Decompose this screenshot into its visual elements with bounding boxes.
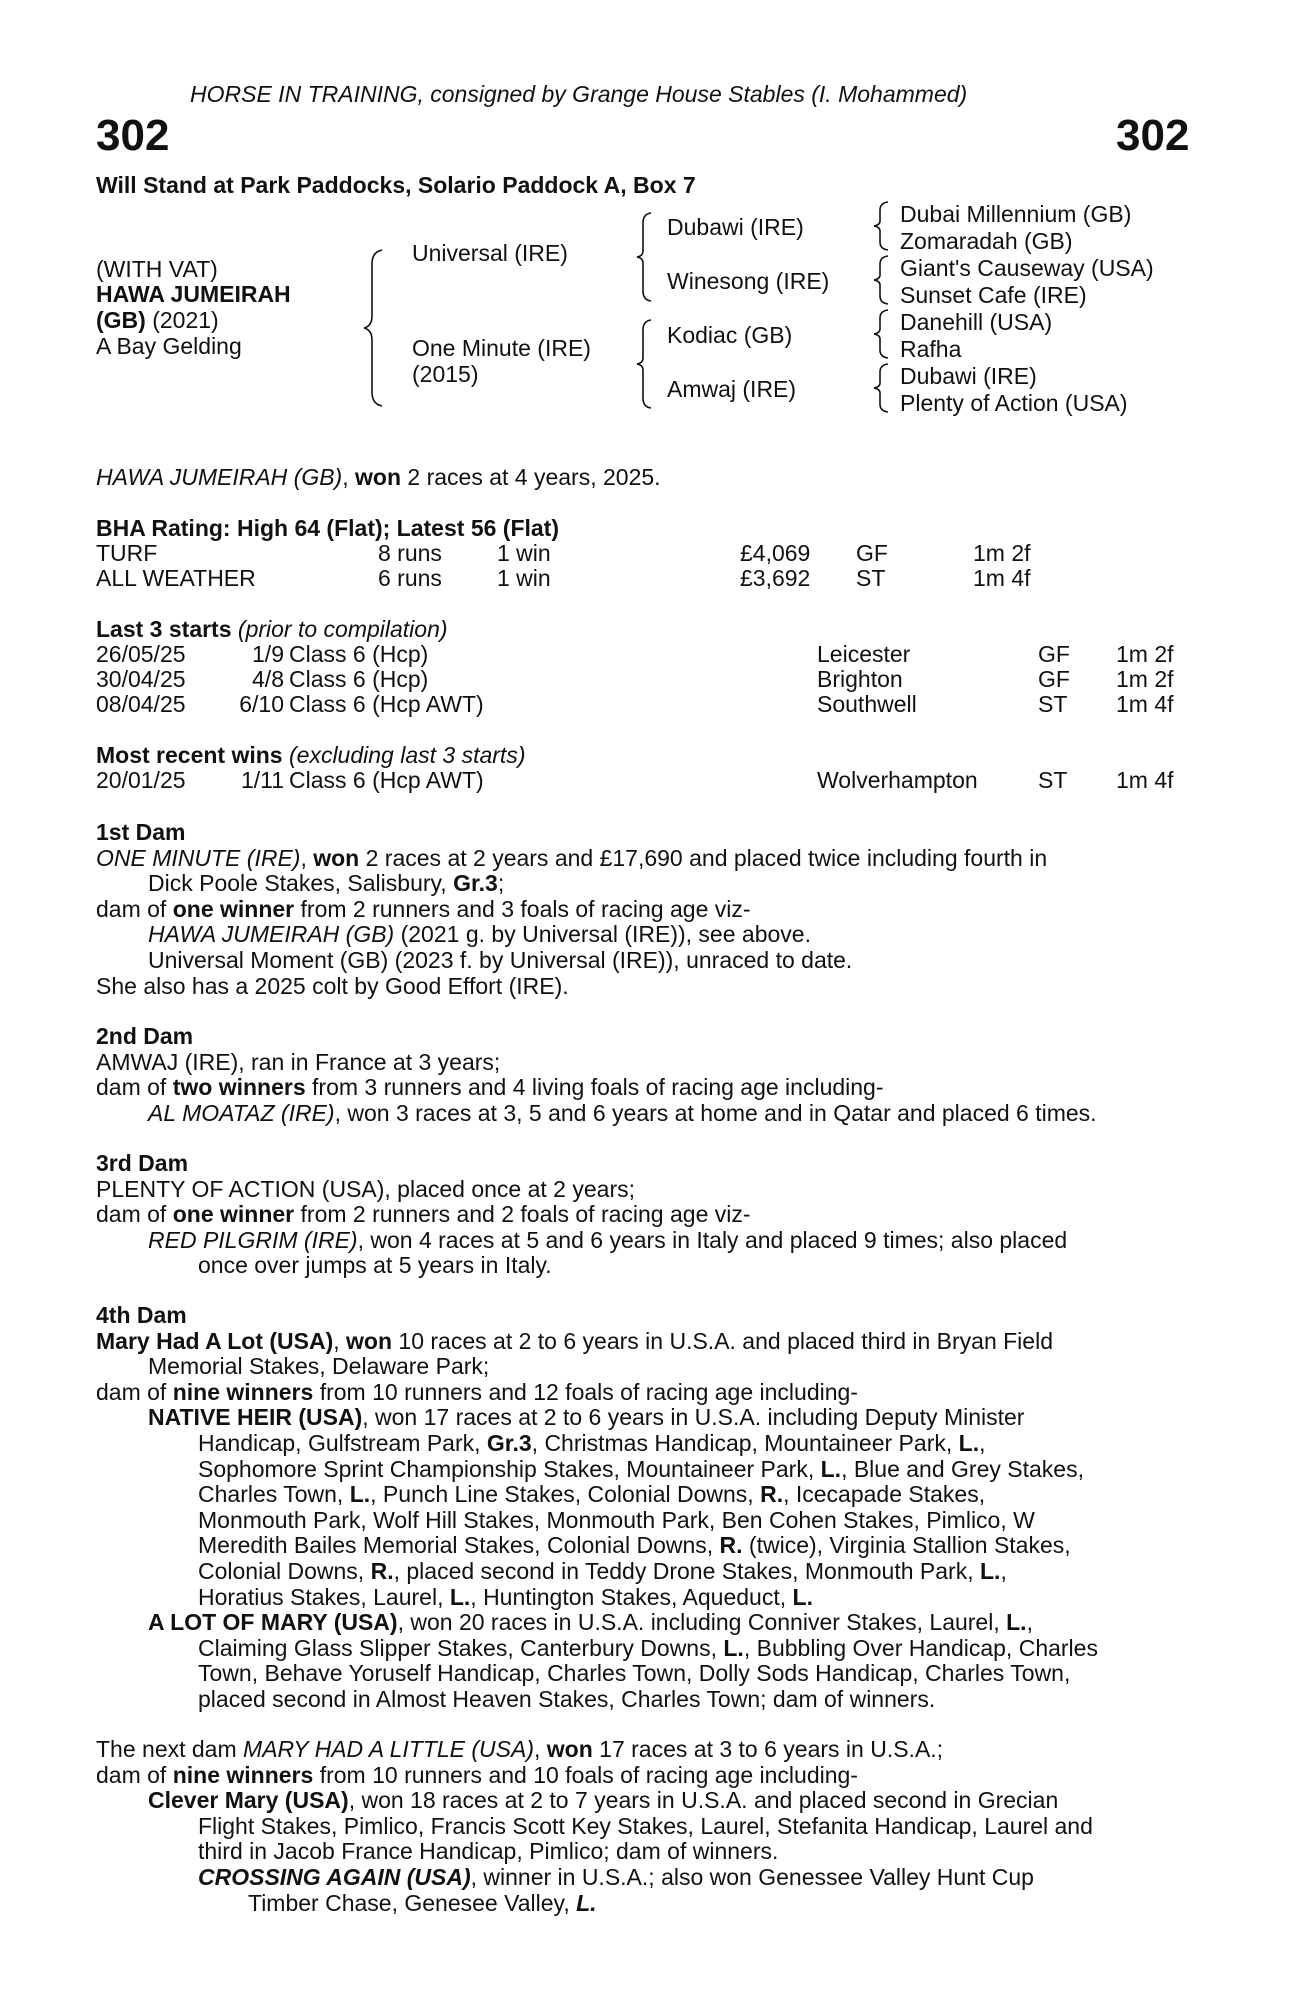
rating-prize: £4,069 <box>740 540 811 566</box>
pedigree-brace-main <box>360 248 390 408</box>
progeny-name: AL MOATAZ (IRE) <box>148 1099 335 1126</box>
progeny-name: CROSSING AGAIN (USA) <box>198 1863 471 1890</box>
text: , <box>979 1429 986 1456</box>
rating-heading: BHA Rating: High 64 (Flat); Latest 56 (Flat) <box>96 515 559 541</box>
text: Dick Poole Stakes, Salisbury, <box>148 870 454 897</box>
text: Horatius Stakes, Laurel, <box>198 1583 450 1610</box>
recent-wins-title: Most recent wins <box>96 742 283 768</box>
horse-name: HAWA JUMEIRAH <box>96 281 291 307</box>
dam-name: Mary Had A Lot (USA) <box>96 1327 334 1354</box>
text: , Punch Line Stakes, Colonial Downs, <box>370 1481 761 1508</box>
text: , won 17 races at 2 to 6 years in U.S.A. including Deputy Minister <box>362 1404 1025 1431</box>
text: 2 races at 2 years and £17,690 and placed twice including fourth in <box>359 844 1048 871</box>
dam-year: (2015) <box>412 361 479 387</box>
clever-mary-line <box>96 1788 1206 1814</box>
text: Handicap, Gulfstream Park, <box>198 1429 487 1456</box>
second-dam-line: AMWAJ (IRE), ran in France at 3 years; <box>96 1048 501 1075</box>
start-course: Southwell <box>817 691 917 717</box>
second-dam-line <box>96 1101 1206 1127</box>
native-heir-line <box>96 1431 1206 1457</box>
clever-mary-line: Flight Stakes, Pimlico, Francis Scott Key Stakes, Laurel, Stefanita Handicap, Laurel and <box>198 1812 1093 1839</box>
text: dam of <box>96 895 173 922</box>
consignor-line: HORSE IN TRAINING, consigned by Grange House Stables (I. Mohammed) <box>190 81 968 107</box>
pedigree-brace-g1 <box>870 200 892 252</box>
text: Meredith Bailes Memorial Stakes, Colonial Downs, <box>198 1532 720 1559</box>
start-position: 6/10 <box>239 691 284 717</box>
winners-label: one winner <box>172 895 295 922</box>
grade-label: L. <box>820 1455 842 1482</box>
text: Colonial Downs, <box>198 1557 371 1584</box>
horse-description: A Bay Gelding <box>96 333 242 359</box>
first-dam-line <box>96 922 1206 948</box>
a-lot-of-mary-line: placed second in Almost Heaven Stakes, Charles Town; dam of winners. <box>198 1685 936 1712</box>
gen3-1: Dubai Millennium (GB) <box>900 201 1132 227</box>
grade-label: Gr.3 <box>453 870 498 897</box>
start-distance: 1m 2f <box>1116 641 1174 667</box>
summary-won: won <box>355 464 401 490</box>
progeny-name: HAWA JUMEIRAH (GB) <box>148 921 395 948</box>
rating-going: ST <box>856 565 886 591</box>
progeny-name: Clever Mary (USA) <box>148 1787 349 1814</box>
grade-label: L. <box>958 1429 980 1456</box>
rating-wins: 1 win <box>497 565 551 591</box>
race-summary: HAWA JUMEIRAH (GB), won 2 races at 4 years, 2025. <box>96 464 661 490</box>
gen3-5: Danehill (USA) <box>900 309 1053 335</box>
gen3-8: Plenty of Action (USA) <box>900 390 1128 416</box>
fourth-dam-line: Memorial Stakes, Delaware Park; <box>148 1353 490 1380</box>
text: (twice), Virginia Stallion Stakes, <box>742 1532 1071 1559</box>
gen3-2: Zomaradah (GB) <box>900 228 1073 254</box>
text: Timber Chase, Genesee Valley, <box>248 1889 577 1916</box>
grade-label: L. <box>980 1557 1001 1584</box>
rating-runs: 8 runs <box>378 540 442 566</box>
text: ; <box>497 870 505 897</box>
native-heir-line <box>96 1533 1206 1559</box>
text: , won 18 races at 2 to 7 years in U.S.A. and placed second in Grecian <box>348 1787 1059 1814</box>
grade-label: L. <box>1006 1609 1027 1636</box>
horse-year: (2021) <box>152 307 219 333</box>
native-heir-line <box>96 1482 1206 1508</box>
crossing-again-line <box>96 1891 1206 1917</box>
recent-wins-heading <box>96 743 525 769</box>
fourth-dam-line <box>96 1329 1206 1355</box>
text: from 10 runners and 10 foals of racing age including- <box>313 1761 858 1788</box>
summary-horse: HAWA JUMEIRAH (GB) <box>96 464 343 490</box>
third-dam-line: once over jumps at 5 years in Italy. <box>198 1252 552 1279</box>
win-distance: 1m 4f <box>1116 767 1174 793</box>
text: , Huntington Stakes, Aqueduct, <box>470 1583 793 1610</box>
a-lot-of-mary-line: Town, Behave Yoruself Handicap, Charles Town, Dolly Sods Handicap, Charles Town, <box>198 1660 1071 1687</box>
won-label: won <box>346 1327 393 1354</box>
progeny-name: NATIVE HEIR (USA) <box>148 1404 363 1431</box>
next-dam-section <box>96 1737 1206 1916</box>
rating-surface: ALL WEATHER <box>96 565 256 591</box>
dam-name: One Minute (IRE) <box>412 335 591 361</box>
vat-label: (WITH VAT) <box>96 256 218 282</box>
progeny-name: A LOT OF MARY (USA) <box>148 1609 398 1636</box>
grade-label: L. <box>576 1889 597 1916</box>
start-class: Class 6 (Hcp AWT) <box>289 691 484 717</box>
last-starts-note: (prior to compilation) <box>231 616 448 642</box>
text: (2021 g. by Universal (IRE)), see above. <box>394 921 811 948</box>
sire-name: Universal (IRE) <box>412 240 568 266</box>
text: Charles Town, <box>198 1481 350 1508</box>
native-heir-line <box>96 1585 1206 1611</box>
start-class: Class 6 (Hcp) <box>289 666 429 692</box>
win-class: Class 6 (Hcp AWT) <box>289 767 484 793</box>
start-distance: 1m 4f <box>1116 691 1174 717</box>
start-position: 1/9 <box>252 641 284 667</box>
win-date: 20/01/25 <box>96 767 186 793</box>
crossing-again-line <box>96 1865 1206 1891</box>
text: from 3 runners and 4 living foals of racing age including- <box>305 1074 884 1101</box>
rating-going: GF <box>856 540 888 566</box>
gen3-3: Giant's Causeway (USA) <box>900 255 1154 281</box>
text: , won 20 races in U.S.A. including Conniver Stakes, Laurel, <box>397 1609 1007 1636</box>
gen3-6: Rafha <box>900 336 962 362</box>
first-dam-line <box>96 871 1206 897</box>
third-dam-line <box>96 1228 1206 1254</box>
rating-runs: 6 runs <box>378 565 442 591</box>
start-date: 26/05/25 <box>96 641 186 667</box>
start-date: 30/04/25 <box>96 666 186 692</box>
first-dam-line: Universal Moment (GB) (2023 f. by Universal (IRE)), unraced to date. <box>148 946 853 973</box>
fourth-dam-section <box>96 1303 1206 1713</box>
pedigree-brace-sire <box>633 211 655 303</box>
won-label: won <box>313 844 360 871</box>
dam-dam: Amwaj (IRE) <box>667 376 797 402</box>
third-dam-heading: 3rd Dam <box>96 1150 189 1176</box>
grade-label: Gr.3 <box>486 1429 532 1456</box>
rating-surface: TURF <box>96 540 158 566</box>
dam-name: ONE MINUTE (IRE) <box>96 844 301 871</box>
text: dam of <box>96 1074 173 1101</box>
grade-label: L. <box>349 1481 371 1508</box>
text: , <box>1026 1609 1033 1636</box>
horse-origin: (GB) <box>96 307 146 333</box>
text: , Bubbling Over Handicap, Charles <box>743 1634 1098 1661</box>
start-going: GF <box>1038 666 1070 692</box>
start-date: 08/04/25 <box>96 691 186 717</box>
clever-mary-line: third in Jacob France Handicap, Pimlico; dam of winners. <box>198 1838 779 1865</box>
start-class: Class 6 (Hcp) <box>289 641 429 667</box>
native-heir-line <box>96 1457 1206 1483</box>
third-dam-line: PLENTY OF ACTION (USA), placed once at 2 years; <box>96 1175 635 1202</box>
lot-number-left: 302 <box>96 111 170 160</box>
native-heir-line <box>96 1405 1206 1431</box>
winners-label: two winners <box>172 1074 306 1101</box>
grade-label: R. <box>719 1532 743 1559</box>
win-course: Wolverhampton <box>817 767 978 793</box>
third-dam-section <box>96 1151 1206 1279</box>
start-course: Leicester <box>817 641 911 667</box>
second-dam-line <box>96 1075 1206 1101</box>
pedigree-brace-g4 <box>870 362 892 414</box>
text: , winner in U.S.A.; also won Genessee Valley Hunt Cup <box>470 1863 1034 1890</box>
text: from 2 runners and 3 foals of racing age viz- <box>294 895 751 922</box>
winners-label: one winner <box>172 1201 295 1228</box>
next-dam-line <box>96 1763 1206 1789</box>
third-dam-line <box>96 1202 1206 1228</box>
first-dam-line <box>96 897 1206 923</box>
grade-label: L. <box>723 1634 744 1661</box>
horse-origin-year <box>96 308 219 334</box>
text: , won 4 races at 5 and 6 years in Italy and placed 9 times; also placed <box>357 1226 1068 1253</box>
stand-location: Will Stand at Park Paddocks, Solario Paddock A, Box 7 <box>96 172 696 198</box>
recent-wins-note: (excluding last 3 starts) <box>282 742 526 768</box>
fourth-dam-line <box>96 1380 1206 1406</box>
fourth-dam-heading: 4th Dam <box>96 1302 187 1328</box>
text: 10 races at 2 to 6 years in U.S.A. and placed third in Bryan Field <box>392 1327 1053 1354</box>
last-starts-heading <box>96 617 448 643</box>
text: Claiming Glass Slipper Stakes, Canterbury Downs, <box>198 1634 724 1661</box>
text: dam of <box>96 1378 173 1405</box>
winners-label: nine winners <box>172 1761 314 1788</box>
win-going: ST <box>1038 767 1068 793</box>
text: , Blue and Grey Stakes, <box>841 1455 1084 1482</box>
grade-label: R. <box>370 1557 394 1584</box>
sire-sire: Dubawi (IRE) <box>667 214 804 240</box>
first-dam-heading: 1st Dam <box>96 819 186 845</box>
native-heir-line: Monmouth Park, Wolf Hill Stakes, Monmouth Park, Ben Cohen Stakes, Pimlico, W <box>198 1506 1035 1533</box>
text: from 2 runners and 2 foals of racing age viz- <box>294 1201 751 1228</box>
gen3-7: Dubawi (IRE) <box>900 363 1037 389</box>
text: , <box>333 1327 347 1354</box>
first-dam-section <box>96 820 1206 999</box>
rating-wins: 1 win <box>497 540 551 566</box>
dam-sire: Kodiac (GB) <box>667 322 793 348</box>
progeny-name: RED PILGRIM (IRE) <box>148 1226 358 1253</box>
text: dam of <box>96 1201 173 1228</box>
start-going: GF <box>1038 641 1070 667</box>
text: , won 3 races at 3, 5 and 6 years at home and in Qatar and placed 6 times. <box>334 1099 1097 1126</box>
grade-label: L. <box>792 1583 813 1610</box>
text: Sophomore Sprint Championship Stakes, Mountaineer Park, <box>198 1455 821 1482</box>
grade-label: L. <box>449 1583 471 1610</box>
win-position: 1/11 <box>240 767 284 793</box>
rating-distance: 1m 2f <box>973 540 1031 566</box>
pedigree-brace-g2 <box>870 254 892 306</box>
gen3-4: Sunset Cafe (IRE) <box>900 282 1087 308</box>
text: 17 races at 3 to 6 years in U.S.A.; <box>592 1736 944 1762</box>
won-label: won <box>546 1736 593 1762</box>
start-course: Brighton <box>817 666 903 692</box>
last-starts-title: Last 3 starts <box>96 616 232 642</box>
text: , Icecapade Stakes, <box>783 1481 986 1508</box>
text: dam of <box>96 1761 173 1788</box>
text: , <box>534 1736 547 1762</box>
grade-label: R. <box>760 1481 784 1508</box>
text: , Christmas Handicap, Mountaineer Park, <box>531 1429 959 1456</box>
rating-distance: 1m 4f <box>973 565 1031 591</box>
start-distance: 1m 2f <box>1116 666 1174 692</box>
dam-name: MARY HAD A LITTLE (USA) <box>243 1736 534 1762</box>
text: The next dam <box>96 1736 244 1762</box>
native-heir-line <box>96 1559 1206 1585</box>
text: , <box>300 844 314 871</box>
pedigree-brace-dam <box>633 318 655 410</box>
second-dam-section <box>96 1024 1206 1126</box>
text: from 10 runners and 12 foals of racing age including- <box>313 1378 858 1405</box>
a-lot-of-mary-line <box>96 1636 1206 1662</box>
text: , <box>1000 1557 1007 1584</box>
winners-label: nine winners <box>172 1378 314 1405</box>
start-going: ST <box>1038 691 1068 717</box>
rating-prize: £3,692 <box>740 565 811 591</box>
next-dam-line <box>96 1737 1206 1763</box>
first-dam-line <box>96 846 1206 872</box>
sire-dam: Winesong (IRE) <box>667 268 830 294</box>
summary-rest: 2 races at 4 years, 2025. <box>401 464 661 490</box>
start-position: 4/8 <box>252 666 284 692</box>
text: , placed second in Teddy Drone Stakes, Monmouth Park, <box>393 1557 980 1584</box>
lot-number-right: 302 <box>1116 111 1190 160</box>
a-lot-of-mary-line <box>96 1610 1206 1636</box>
second-dam-heading: 2nd Dam <box>96 1023 194 1049</box>
pedigree-brace-g3 <box>870 308 892 360</box>
first-dam-line: She also has a 2025 colt by Good Effort (IRE). <box>96 972 569 999</box>
